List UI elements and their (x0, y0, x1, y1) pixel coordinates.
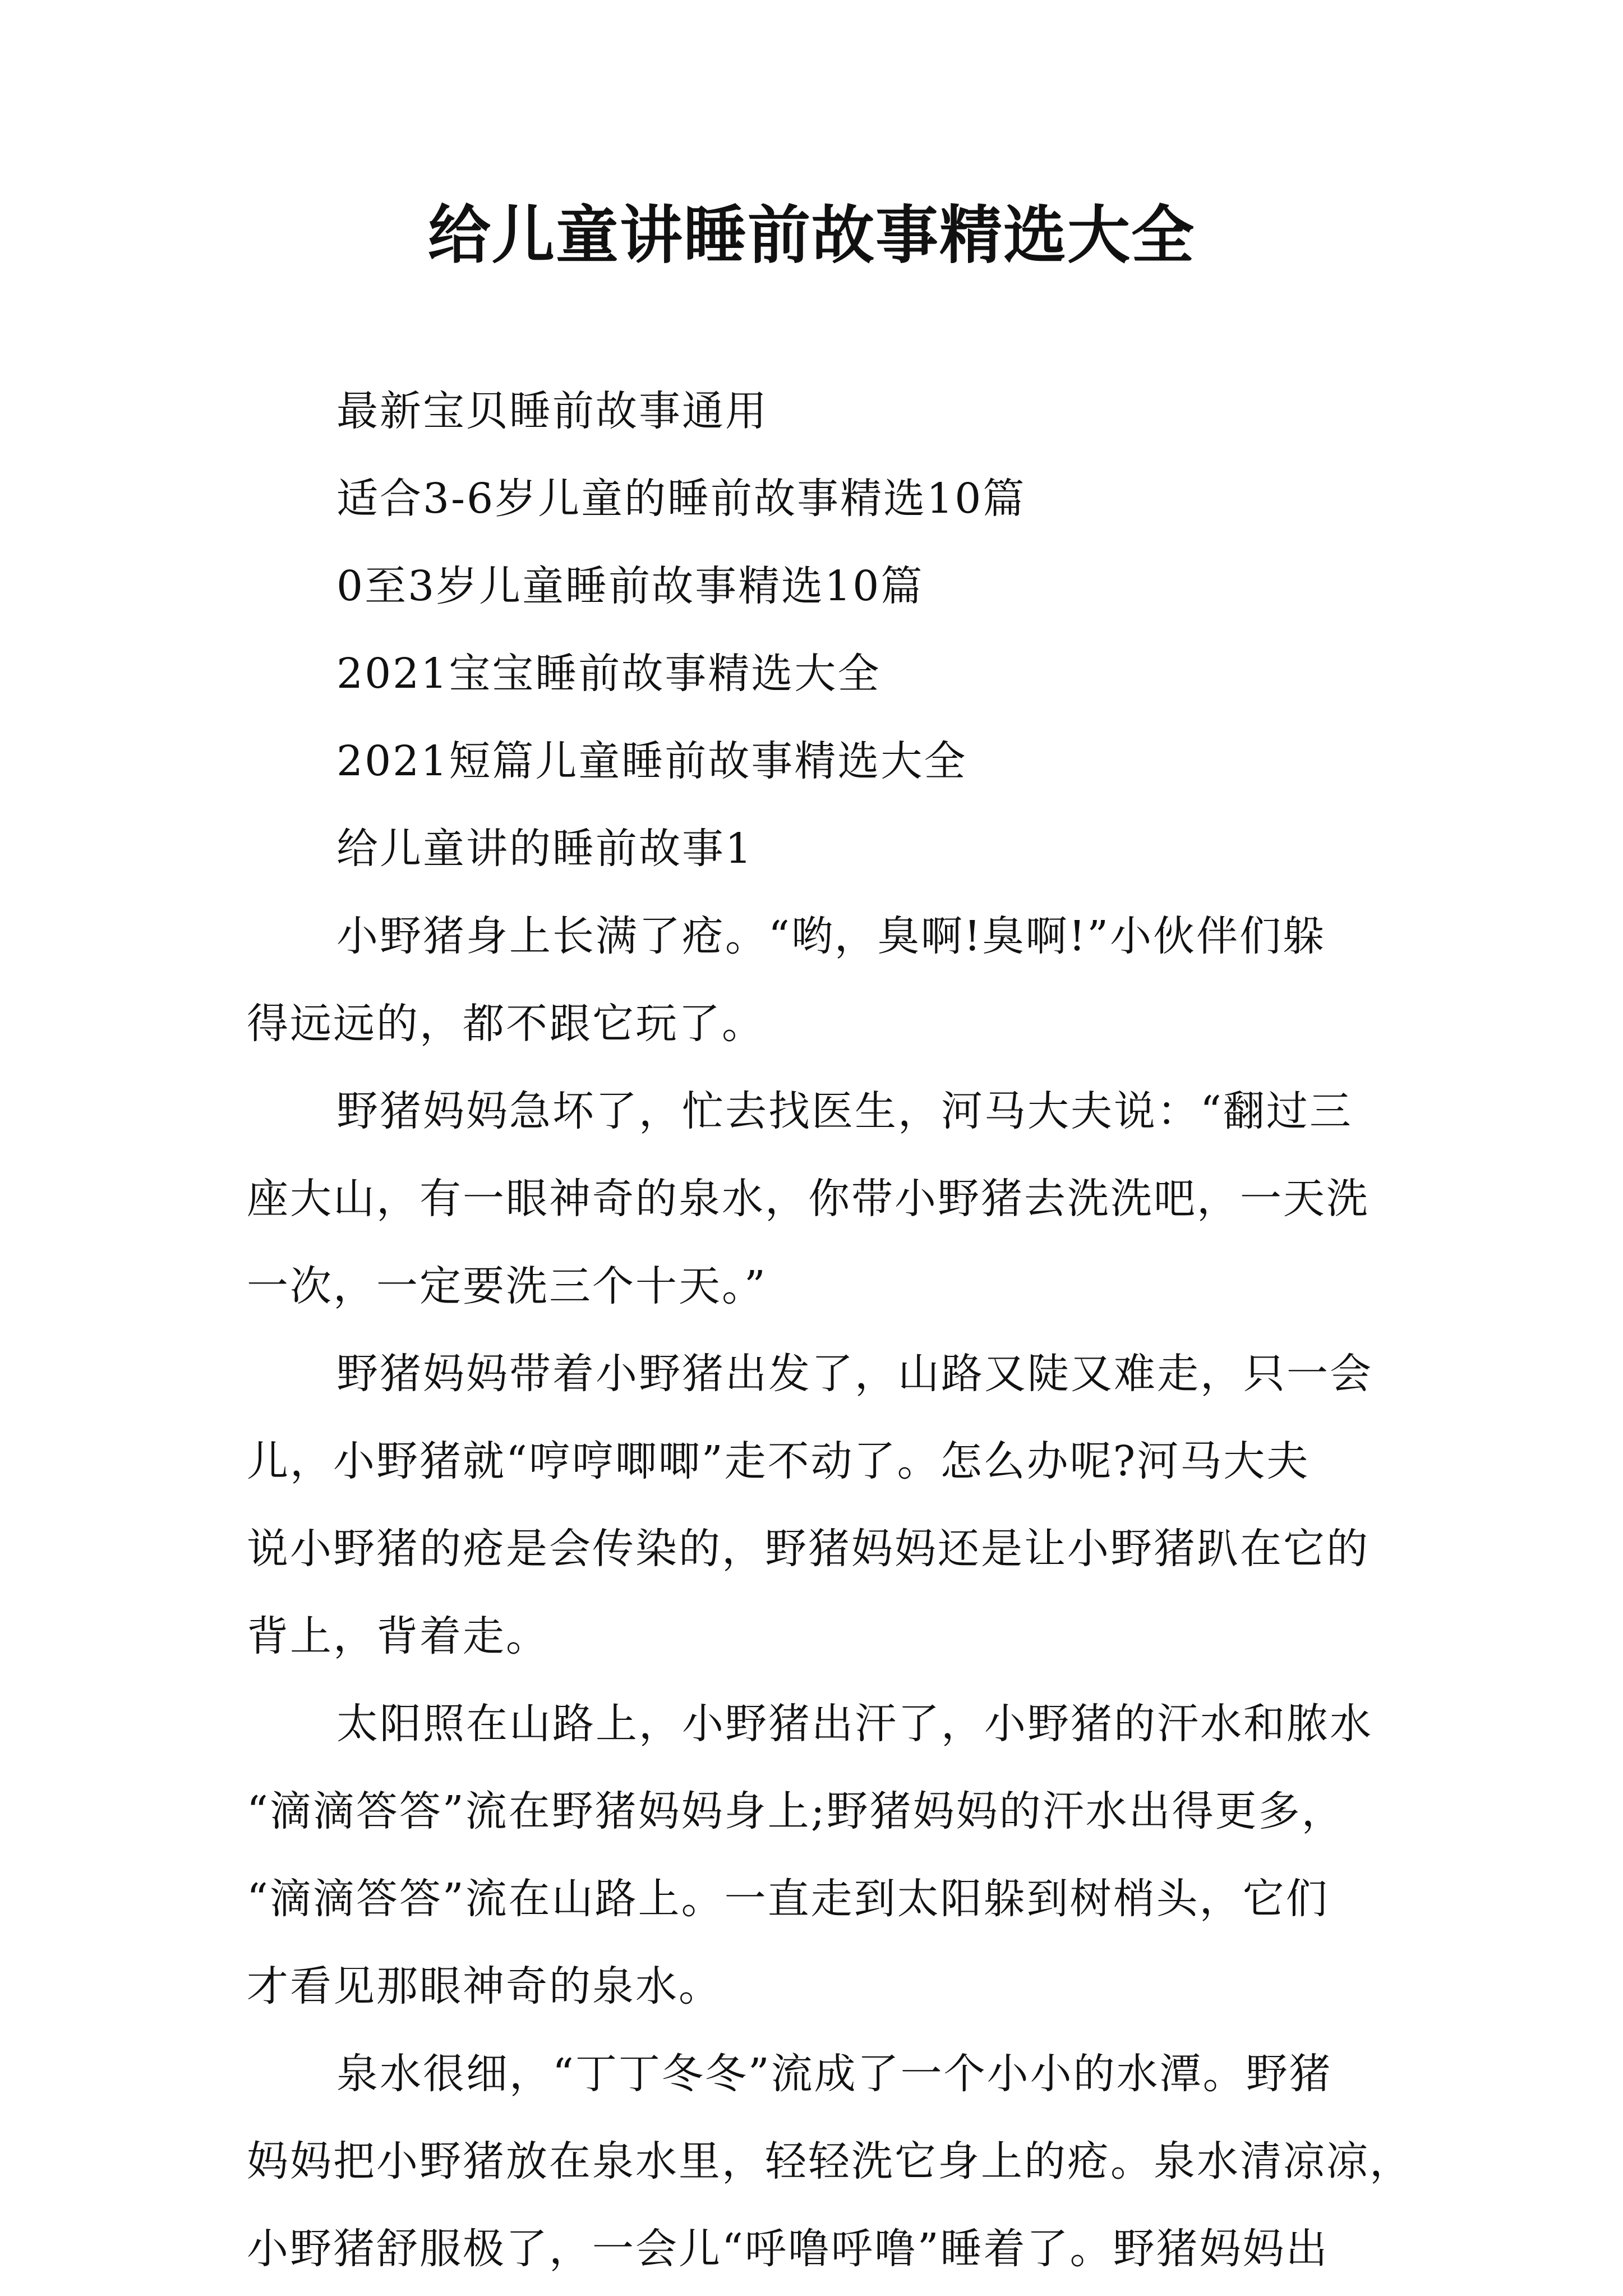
text-line: “滴滴答答”流在野猪妈妈身上;野猪妈妈的汗水出得更多， (247, 1787, 1345, 1835)
text-line: 得远远的，都不跟它玩了。 (247, 1000, 765, 1048)
text-line: 给儿童讲的睡前故事1 (336, 825, 754, 873)
text-line: 野猪妈妈带着小野猪出发了，山路又陡又难走，只一会 (336, 1350, 1373, 1398)
text-line: 泉水很细，“丁丁冬冬”流成了一个小小的水潭。野猪 (336, 2050, 1332, 2098)
document-title: 给儿童讲睡前故事精选大全 (428, 199, 1195, 272)
text-line: 妈妈把小野猪放在泉水里，轻轻洗它身上的疮。泉水清凉凉， (247, 2137, 1413, 2185)
text-line: 说小野猪的疮是会传染的，野猪妈妈还是让小野猪趴在它的 (247, 1525, 1370, 1573)
text-line: 2021短篇儿童睡前故事精选大全 (336, 737, 967, 785)
text-line: 座大山，有一眼神奇的泉水，你带小野猪去洗洗吧，一天洗 (247, 1175, 1370, 1223)
text-line: 野猪妈妈急坏了，忙去找医生，河马大夫说：“翻过三 (336, 1087, 1353, 1135)
text-line: 背上，背着走。 (247, 1612, 549, 1660)
text-line: 适合3-6岁儿童的睡前故事精选10篇 (336, 475, 1026, 523)
text-line: “滴滴答答”流在山路上。一直走到太阳躲到树梢头，它们 (247, 1875, 1329, 1923)
text-line: 2021宝宝睡前故事精选大全 (336, 650, 881, 698)
text-line: 才看见那眼神奇的泉水。 (247, 1962, 722, 2010)
text-line: 0至3岁儿童睡前故事精选10篇 (336, 562, 924, 610)
text-line: 最新宝贝睡前故事通用 (336, 387, 768, 435)
document-body (247, 367, 1413, 2293)
text-line: 一次，一定要洗三个十天。” (247, 1262, 767, 1310)
text-line: 小野猪舒服极了，一会儿“呼噜呼噜”睡着了。野猪妈妈出 (247, 2225, 1329, 2273)
text-line: 小野猪身上长满了疮。“哟，臭啊!臭啊!”小伙伴们躲 (336, 912, 1326, 960)
text-line: 太阳照在山路上，小野猪出汗了，小野猪的汗水和脓水 (336, 1700, 1373, 1748)
text-line: 儿，小野猪就“哼哼唧唧”走不动了。怎么办呢?河马大夫 (247, 1437, 1310, 1485)
